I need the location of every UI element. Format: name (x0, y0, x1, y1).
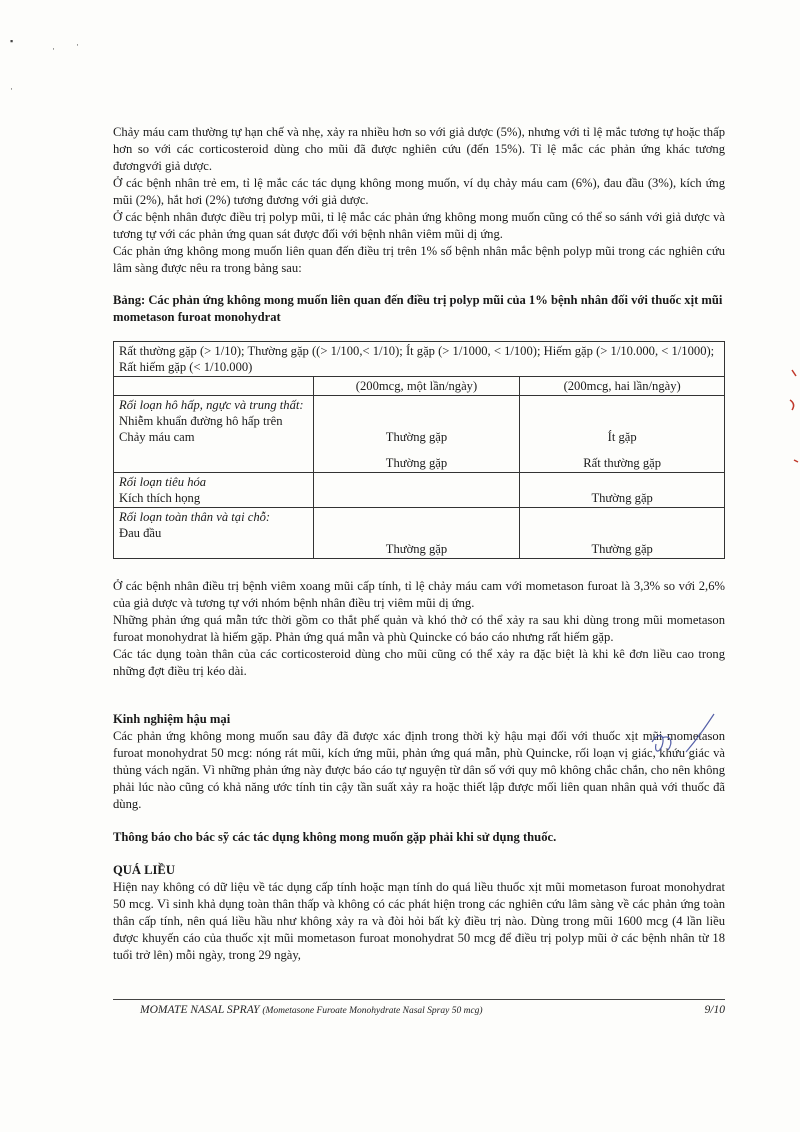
page-footer (140, 1004, 725, 1016)
table-caption: Bảng: Các phản ứng không mong muốn liên quan đến điều trị polyp mũi của 1% bệnh nhân đối với thuốc xịt mũi mometason furoat monohydrat (113, 293, 723, 324)
table-cell (114, 396, 314, 473)
paragraph: Các tác dụng toàn thân của các corticosteroid dùng cho mũi cũng có thể xảy ra đặc biệt là khi kê đơn liều cao trong những đợt điều trị kéo dài. (113, 647, 725, 678)
table-cell (114, 508, 314, 559)
paragraph: Những phản ứng quá mẫn tức thời gồm co thắt phế quản và khó thở có thể xảy ra sau khi dùng trong mũi mometason furoat monohydrat là hiếm gặp. Phản ứng quá mẫn và phù Quincke có báo cáo nhưng rất hiếm gặp. (113, 613, 725, 644)
paragraph: Các phản ứng không mong muốn liên quan đến điều trị trên 1% số bệnh nhân mắc bệnh polyp mũi trong các nghiên cứu lâm sàng được nêu ra trong bảng sau: (113, 244, 725, 275)
table-row (114, 342, 725, 377)
section-heading: QUÁ LIỀU (113, 863, 175, 877)
table-row (114, 473, 725, 508)
table-cell (313, 473, 520, 508)
column-header-once-daily: (200mcg, một lần/ngày) (313, 377, 520, 396)
paragraph: Ở các bệnh nhân trẻ em, tỉ lệ mắc các tác dụng không mong muốn, ví dụ chảy máu cam (6%), đau đầu (3%), kích ứng mũi (2%), hắt hơi (2%) tương đương với giả dược. (113, 176, 725, 207)
footer-divider (113, 999, 725, 1000)
table-cell (520, 396, 725, 473)
column-header-twice-daily: (200mcg, hai lần/ngày) (520, 377, 725, 396)
overdose-section (113, 862, 725, 964)
table-cell (520, 508, 725, 559)
scan-speck: · (76, 40, 79, 50)
organ-group-label: Rối loạn toàn thân và tại chỗ: (119, 510, 271, 524)
frequency-value: Thường gặp (385, 430, 448, 444)
pen-annotation-mark (646, 712, 718, 762)
table-cell (520, 473, 725, 508)
notify-line: Thông báo cho bác sỹ các tác dụng không mong muốn gặp phải khi sử dụng thuốc. (113, 830, 557, 844)
scan-speck: · (10, 84, 13, 94)
footer-subtitle: (Mometasone Furoate Monohydrate Nasal Spray 50 mcg) (262, 1006, 483, 1016)
paragraph: Hiện nay không có dữ liệu về tác dụng cấp tính hoặc mạn tính do quá liều thuốc xịt mũi mometason furoat monohydrat 50 mcg. Vì sinh khả dụng toàn thân thấp và không có các phát hiện trong các nghiên cứu lâm sàng về các phản ứng toàn thân cấp tính, nên quá liều hầu như không xảy ra và đòi hỏi bất kỳ điều trị nào. Dùng trong mũi 1600 mcg (4 lần liều được khuyến cáo của thuốc xịt mũi mometason furoat monohydrat 50 mcg để điều trị polyp mũi ở các bệnh nhân từ 18 tuổi trở lên) mỗi ngày, trong 29 ngày, (113, 880, 725, 962)
reaction-label: Đau đầu (119, 526, 162, 540)
intro-section (113, 124, 725, 277)
edge-stamp-fragment (784, 360, 800, 500)
paragraph: Chảy máu cam thường tự hạn chế và nhẹ, xảy ra nhiều hơn so với giả dược (5%), nhưng với tỉ lệ mắc tương tự hoặc thấp hơn so với các corticosteroid dùng cho mũi đã được nghiên cứu (đến 15%). Tỉ lệ mắc các phản ứng khác tương đươngvới giả dược. (113, 125, 725, 173)
frequency-value: Rất thường gặp (583, 456, 662, 470)
table-cell (313, 396, 520, 473)
frequency-value: Ít gặp (607, 430, 637, 444)
paragraph: Ở các bệnh nhân điều trị bệnh viêm xoang mũi cấp tính, tỉ lệ chảy máu cam với mometason furoat là 3,3% so với 2,6% của giả dược và tương tự với nhóm bệnh nhân điều trị viêm mũi dị ứng. (113, 579, 725, 610)
section-heading: Kinh nghiệm hậu mại (113, 712, 231, 726)
frequency-value: Thường gặp (591, 491, 653, 505)
adverse-reactions-table (113, 341, 725, 559)
paragraph: Ở các bệnh nhân được điều trị polyp mũi, tỉ lệ mắc các phản ứng không mong muốn cũng có thể so sánh với giả dược và tương tự với các phản ứng quan sát được đối với bệnh nhân viêm mũi dị ứng. (113, 210, 725, 241)
table-cell (313, 508, 520, 559)
reaction-label: Chảy máu cam (119, 430, 195, 444)
page-number: 9/10 (704, 1004, 725, 1016)
table-header-row (114, 377, 725, 396)
scan-speck: · (52, 44, 55, 54)
frequency-value: Thường gặp (591, 542, 653, 556)
frequency-value: Thường gặp (385, 542, 448, 556)
table-row (114, 396, 725, 473)
table-cell (114, 377, 314, 396)
table-cell (114, 473, 314, 508)
frequency-note: Rất thường gặp (> 1/10); Thường gặp ((> 1/100,< 1/10); Ít gặp (> 1/1000, < 1/100); Hiếm gặp (> 1/10.000, < 1/1000); Rất hiếm gặp (< 1/10.000) (114, 342, 725, 377)
scan-speck: ▪ (10, 36, 14, 46)
organ-group-label: Rối loạn tiêu hóa (119, 475, 207, 489)
organ-group-label: Rối loạn hô hấp, ngực và trung thất: (119, 398, 304, 412)
reaction-label: Kích thích họng (119, 491, 201, 505)
footer-product-name: MOMATE NASAL SPRAY (140, 1004, 260, 1016)
frequency-value: Thường gặp (385, 456, 448, 470)
after-table-section (113, 578, 725, 680)
postmarket-section (113, 711, 725, 813)
table-row (114, 508, 725, 559)
paragraph: Các phản ứng không mong muốn sau đây đã được xác định trong thời kỳ hậu mại đối với thuốc xịt mũi mometason furoat monohydrat 50 mcg: nóng rát mũi, kích ứng mũi, phản ứng quá mẫn, phù Quincke, rối loạn vị giác, khứu giác và thủng vách ngăn. Vì những phản ứng này được báo cáo tự nguyện từ dân số với quy mô không chắc chắn, cho nên không phải lúc nào cũng có khả năng ước tính tin cậy tần suất xảy ra hoặc thiết lập được mối liên quan nhân quả với thuốc đã dùng. (113, 729, 725, 811)
reaction-label: Nhiễm khuẩn đường hô hấp trên (119, 414, 283, 428)
